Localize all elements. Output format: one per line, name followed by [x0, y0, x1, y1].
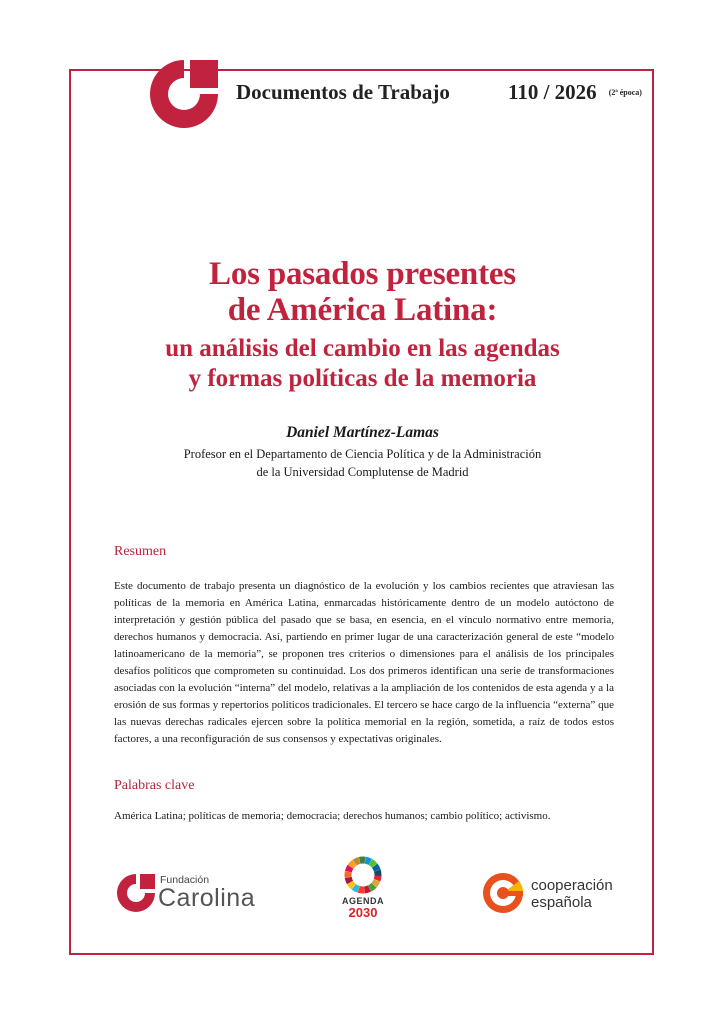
abstract-heading: Resumen [114, 544, 167, 559]
fundacion-label: Fundación [160, 874, 210, 886]
agenda-2030-wheel-icon [343, 855, 383, 895]
agenda-label: AGENDA [341, 896, 384, 906]
document-number [508, 80, 642, 105]
cc-logo-icon [146, 56, 222, 132]
cooperacion-espanola-logo-icon [482, 872, 524, 914]
series-label: Documentos de Trabajo [236, 80, 450, 104]
title-line-2: de América Latina: [227, 292, 498, 328]
keywords-text: América Latina; políticas de memoria; democracia; derechos humanos; cambio político; activismo. [114, 810, 551, 822]
keywords-heading: Palabras clave [114, 778, 195, 793]
page-frame [69, 69, 654, 955]
cooperacion-label: cooperación [531, 877, 613, 894]
cooperacion-espanola-label [531, 877, 613, 911]
epoca-label: (2ª época) [608, 88, 642, 97]
title-line-1: Los pasados presentes [209, 256, 516, 292]
affiliation-line-2: de la Universidad Complutense de Madrid [256, 465, 469, 479]
title-line-4: y formas políticas de la memoria [188, 365, 537, 392]
affiliation-line-1: Profesor en el Departamento de Ciencia Política y de la Administración [183, 447, 542, 461]
abstract-text: Este documento de trabajo presenta un diagnóstico de la evolución y los cambios recientes que atraviesan las políticas de la memoria en América Latina, enmarcadas históricamente dentro de un modelo autóctono de interpretación y gestión pública del pasado que se basa, en esencia, en el vínculo normativo entre memoria, derechos humanos y democracia. Así, partiendo en primer lugar de una caracterización general de este “modelo latinoamericano de la memoria”, se proponen tres criterios o dimensiones para el análisis de los principales desafíos políticos que comprometen su continuidad. Los dos primeros identifican una serie de transformaciones asociadas con la evolución “interna” del modelo, relativas a la ampliación de los contenidos de esta agenda y a la erosión de sus formas y repertorios políticos tradicionales. El tercero se hace cargo de la influencia “externa” que las nuevas derechas radicales ejercen sobre la política memorial en la región, sometida, a raíz de todos estos factores, a una reconfiguración de sus consensos y expectativas originales. [114, 580, 614, 745]
agenda-2030-label [331, 896, 395, 918]
carolina-label: Carolina [158, 884, 256, 912]
agenda-year-label: 2030 [348, 905, 378, 920]
espanola-label: española [531, 894, 592, 911]
author-name: Daniel Martínez-Lamas [286, 424, 439, 441]
title-line-3: un análisis del cambio en las agendas [165, 335, 560, 362]
document-number-value: 110 / 2026 [508, 80, 597, 104]
document-title [70, 256, 655, 394]
author-affiliation [70, 445, 655, 481]
